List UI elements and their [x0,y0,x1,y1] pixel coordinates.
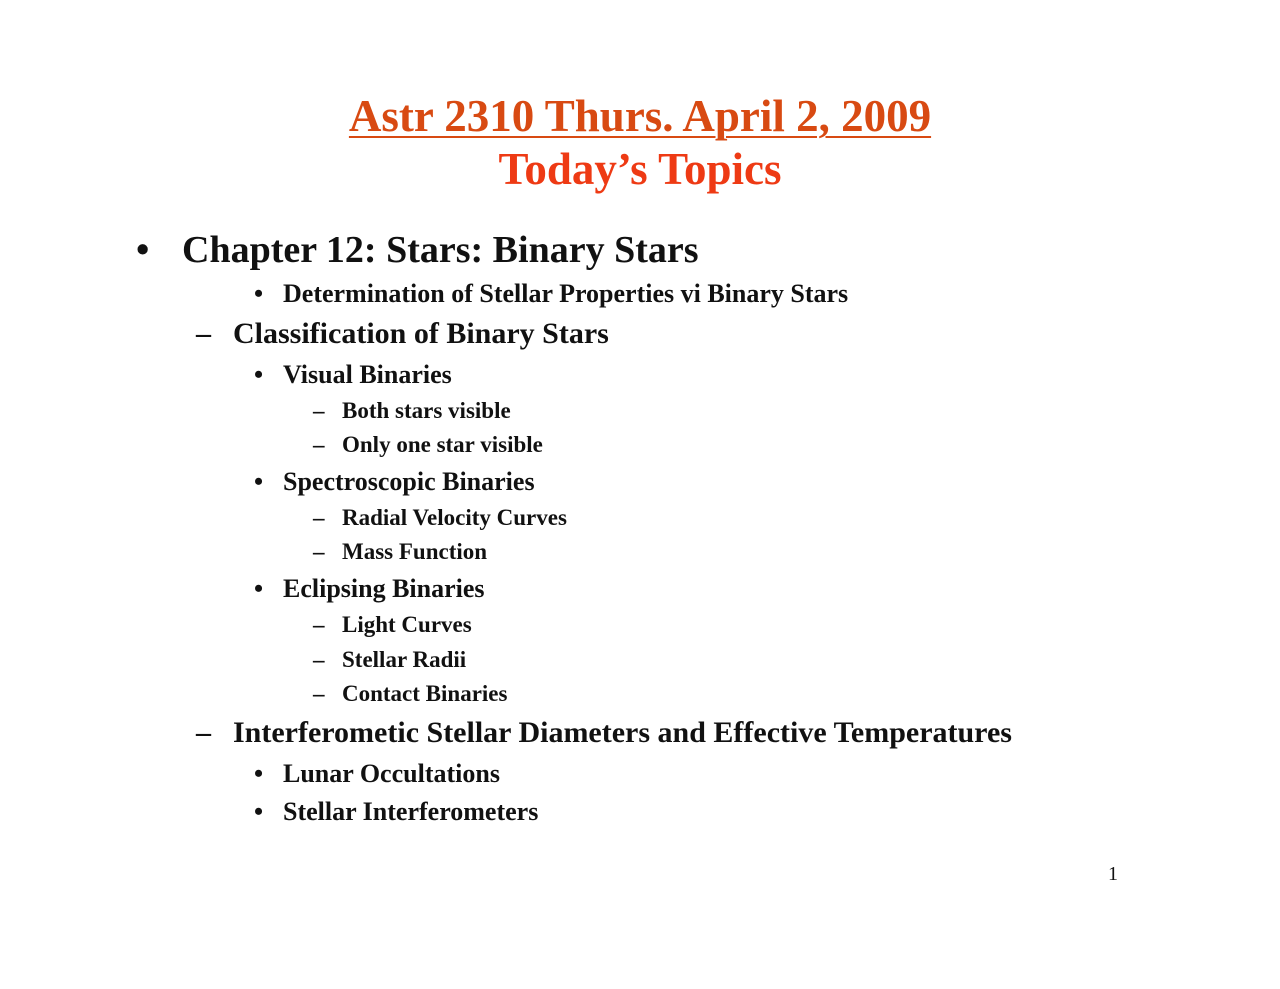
slide-title [0,88,1280,144]
dash-marker: – [313,539,325,564]
outline-classification: Classification of Binary Stars [233,317,609,350]
dash-marker: – [313,432,325,457]
page-number: 1 [1108,863,1118,885]
outline-mass-function: Mass Function [342,539,488,564]
outline-contact-binaries: Contact Binaries [342,681,508,706]
outline-lunar-occultations: Lunar Occultations [283,759,500,788]
outline-eclipsing-binaries: Eclipsing Binaries [283,574,485,603]
outline-stellar-radii: Stellar Radii [342,647,467,672]
bullet-marker: • [254,797,264,826]
outline-both-stars-visible: Both stars visible [342,398,511,423]
dash-marker: – [196,317,211,350]
outline-visual-binaries: Visual Binaries [283,360,452,389]
outline-determination: Determination of Stellar Properties vi Binary Stars [283,279,849,308]
outline-radial-velocity-curves: Radial Velocity Curves [342,505,567,530]
bullet-marker: • [254,574,264,603]
outline-only-one-star-visible: Only one star visible [342,432,543,457]
dash-marker: – [313,398,325,423]
dash-marker: – [313,505,325,530]
outline-interferometric: Interferometic Stellar Diameters and Effective Temperatures [233,716,1012,749]
outline-spectroscopic-binaries: Spectroscopic Binaries [283,467,535,496]
slide-subtitle: Today’s Topics [498,144,782,194]
outline-light-curves: Light Curves [342,612,472,637]
outline-chapter: Chapter 12: Stars: Binary Stars [182,229,699,271]
bullet-marker: • [254,360,264,389]
bullet-marker: • [254,759,264,788]
dash-marker: – [313,647,325,672]
dash-marker: – [313,681,325,706]
outline-stellar-interferometers: Stellar Interferometers [283,797,539,826]
bullet-marker: • [254,279,264,308]
bullet-marker: • [254,467,264,496]
bullet-marker: • [136,229,150,271]
dash-marker: – [313,612,325,637]
dash-marker: – [196,716,211,749]
slide-title-text: Astr 2310 Thurs. April 2, 2009 [348,91,932,141]
